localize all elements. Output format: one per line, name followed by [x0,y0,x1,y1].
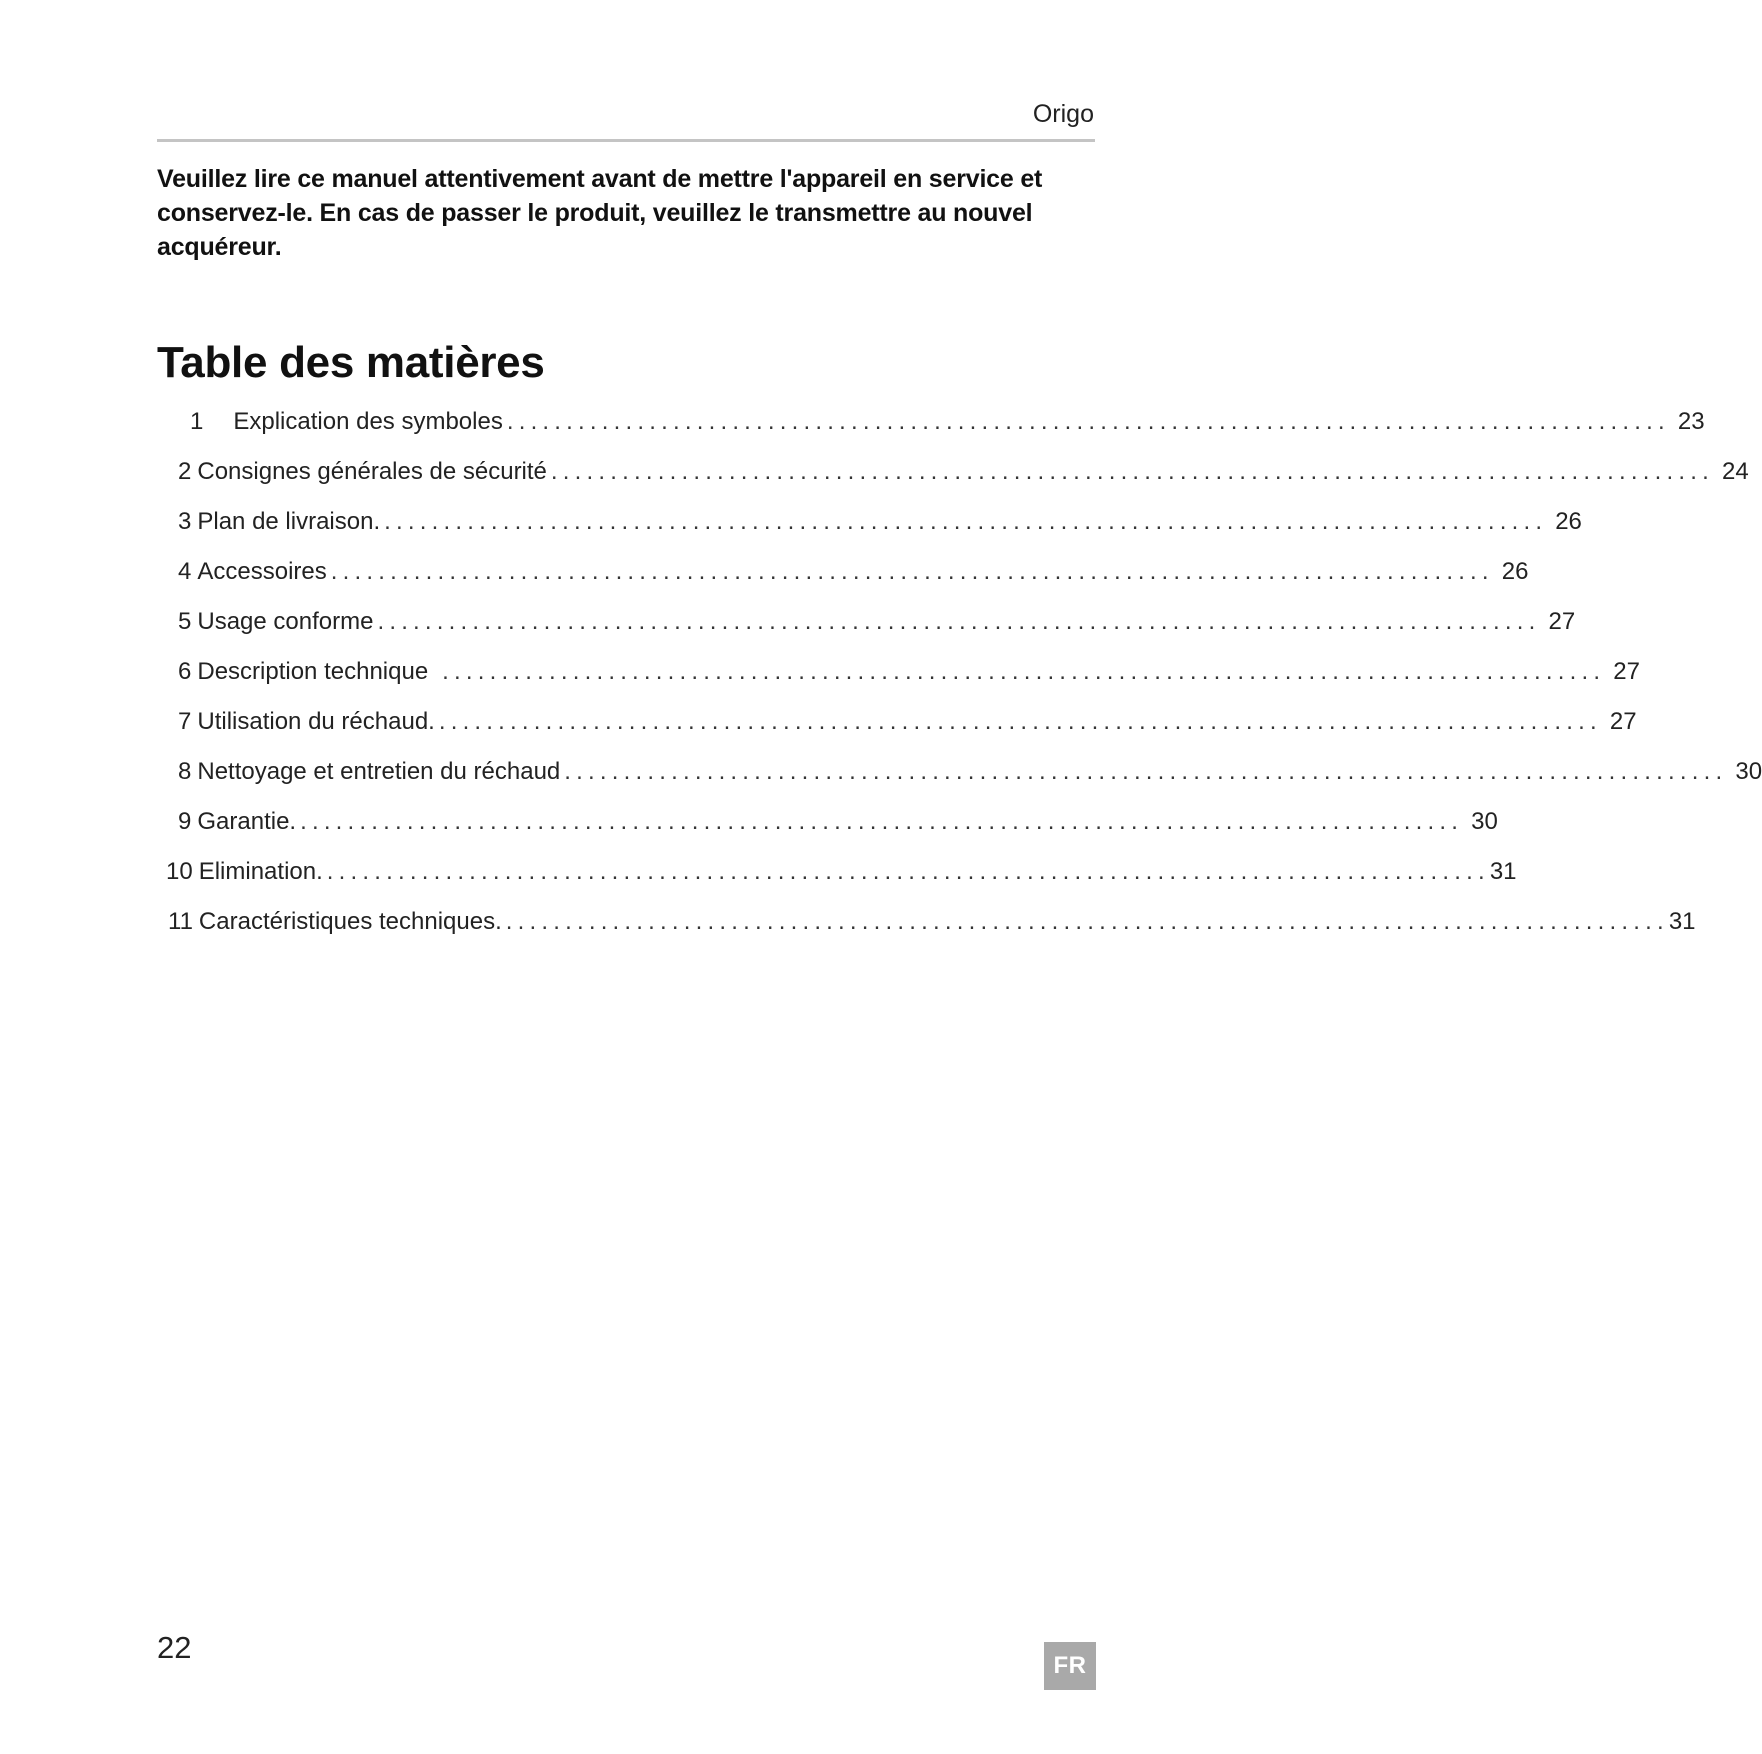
toc-leader-dots: .................................................................................................. [384,508,1548,535]
toc-entry[interactable] [166,858,1517,898]
toc-entry-number: 10 [166,858,193,885]
toc-entry-number: 5 [178,608,192,635]
toc-entry[interactable] [178,808,1498,848]
toc-entry-page: 26 [1501,558,1529,585]
toc-entry-number: 7 [178,708,192,735]
toc-leader-dots: .................................................................................................. [550,458,1714,485]
toc-leader-dots: .................................................................................................. [300,808,1464,835]
toc-entry-page: 27 [1609,708,1637,735]
toc-leader-dots: .................................................................................................. [330,558,1494,585]
toc-entry-number: 9 [178,808,192,835]
header-brand: Origo [1032,100,1094,128]
toc-entry-number: 2 [178,458,192,485]
toc-entry-number: 1 [190,408,204,435]
toc-entry-label: Plan de livraison. [197,508,381,535]
toc-entry[interactable] [178,758,1762,798]
toc-entry[interactable] [178,608,1576,648]
toc-leader-dots: .................................................................................................. [326,858,1490,885]
toc-entry-label: Nettoyage et entretien du réchaud [197,758,561,785]
toc-leader-dots: .................................................................................................. [506,408,1670,435]
toc-leader-dots: .................................................................................................. [438,708,1602,735]
toc-entry-label: Description technique [197,658,429,685]
toc-title: Table des matières [157,338,545,387]
header-divider [157,139,1095,142]
toc-entry-number: 11 [168,908,193,935]
toc-entry-number: 3 [178,508,192,535]
toc-entry[interactable] [178,708,1637,748]
toc-entry-label: Caractéristiques techniques. [198,908,502,935]
toc-leader-dots: .................................................................................................. [442,658,1606,685]
toc-entry-label: Accessoires [197,558,327,585]
toc-entry-label: Explication des symboles [233,408,503,435]
toc-entry-label: Garantie. [197,808,297,835]
toc-entry-number: 4 [178,558,192,585]
toc-entry-number: 8 [178,758,192,785]
toc-entry-label: Usage conforme [197,608,374,635]
toc-entry-page: 30 [1471,808,1498,835]
toc-entry[interactable] [178,458,1749,498]
toc-entry[interactable] [190,408,1705,448]
toc-leader-dots: .................................................................................................. [505,908,1669,935]
toc-entry[interactable] [178,558,1529,598]
toc-entry[interactable] [178,658,1640,698]
toc-entry-page: 26 [1555,508,1582,535]
toc-entry-page: 31 [1489,858,1517,885]
intro-notice: Veuillez lire ce manuel attentivement avant de mettre l'appareil en service et conservez-le. En cas de passer le produit, veuillez le transmettre au nouvel acquéreur. [157,165,1043,261]
language-badge: FR [1044,1642,1096,1690]
page-number: 22 [157,1630,192,1665]
toc-entry-label: Utilisation du réchaud. [197,708,435,735]
toc-entry-page: 27 [1613,658,1640,685]
toc-entry-page: 24 [1721,458,1749,485]
toc-entry-number: 6 [178,658,192,685]
toc-leader-dots: .................................................................................................. [564,758,1728,785]
toc-entry[interactable] [178,508,1582,548]
toc-entry-label: Elimination. [198,858,323,885]
toc-entry-page: 31 [1668,908,1696,935]
toc-entry-page: 30 [1735,758,1762,785]
toc-entry[interactable] [168,908,1696,948]
toc-entry-label: Consignes générales de sécurité [197,458,547,485]
toc-entry-page: 23 [1677,408,1705,435]
toc-entry-page: 27 [1548,608,1576,635]
toc-leader-dots: .................................................................................................. [377,608,1541,635]
